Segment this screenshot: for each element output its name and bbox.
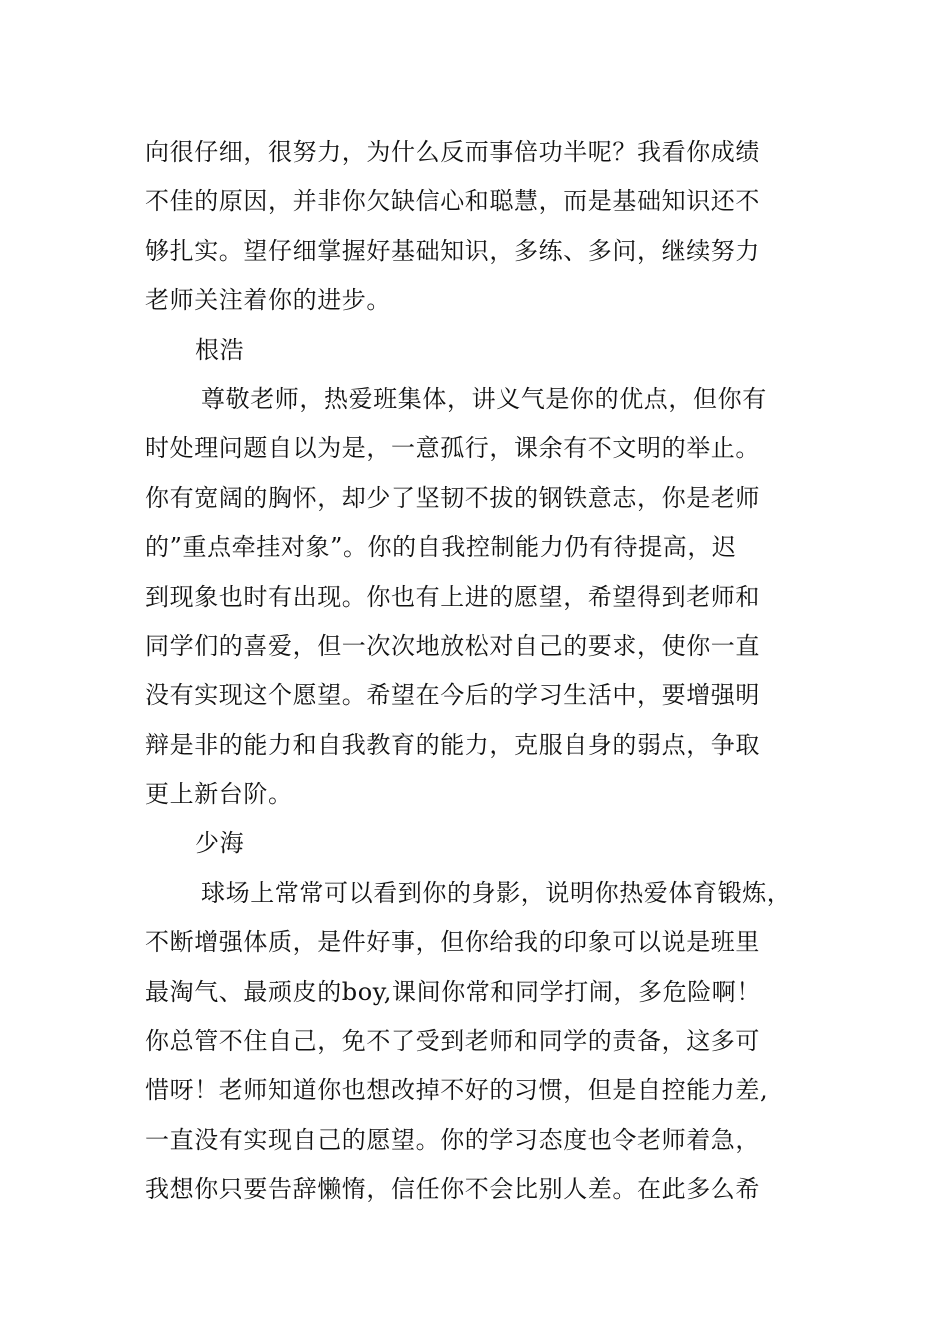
text-line: 辩是非的能力和自我教育的能力，克服自身的弱点，争取 bbox=[145, 730, 760, 759]
text-line: 最淘气、最顽皮的boy,课间你常和同学打闹，多危险啊！ bbox=[145, 977, 762, 1006]
text-line: 你有宽阔的胸怀，却少了坚韧不拔的钢铁意志，你是老师 bbox=[145, 483, 760, 512]
text-line: 向很仔细，很努力，为什么反而事倍功半呢？我看你成绩 bbox=[145, 138, 760, 166]
document-page bbox=[145, 128, 835, 1215]
text-line: 惜呀！老师知道你也想改掉不好的习惯，但是自控能力差, bbox=[145, 1076, 769, 1105]
text-line: 尊敬老师，热爱班集体，讲义气是你的优点，但你有 bbox=[201, 384, 767, 413]
text-line: 同学们的喜爱，但一次次地放松对自己的要求，使你一直 bbox=[145, 631, 760, 660]
text-line: 到现象也时有出现。你也有上进的愿望，希望得到老师和 bbox=[145, 582, 760, 611]
text-line: 不断增强体质，是件好事，但你给我的印象可以说是班里 bbox=[145, 928, 760, 957]
text-line: 球场上常常可以看到你的身影，说明你热爱体育锻炼， bbox=[201, 878, 792, 907]
text-line: 不佳的原因，并非你欠缺信心和聪慧，而是基础知识还不 bbox=[145, 187, 760, 216]
comment-paragraph bbox=[145, 869, 835, 1215]
text-line: 的”重点牵挂对象”。你的自我控制能力仍有待提高，迟 bbox=[145, 533, 737, 562]
comment-paragraph-continued bbox=[145, 128, 835, 326]
text-line: 没有实现这个愿望。希望在今后的学习生活中，要增强明 bbox=[145, 681, 760, 710]
text-line: 够扎实。望仔细掌握好基础知识，多练、多问，继续努力 bbox=[145, 236, 760, 265]
text-line: 你总管不住自己，免不了受到老师和同学的责备，这多可 bbox=[145, 1027, 760, 1056]
student-name-heading: 根浩 bbox=[195, 335, 245, 364]
text-line: 更上新台阶。 bbox=[145, 780, 293, 809]
text-line: 时处理问题自以为是，一意孤行，课余有不文明的举止。 bbox=[145, 434, 760, 463]
text-line: 老师关注着你的进步。 bbox=[145, 286, 391, 315]
comment-paragraph bbox=[145, 375, 835, 820]
student-name-heading: 少海 bbox=[195, 829, 245, 858]
text-line: 一直没有实现自己的愿望。你的学习态度也令老师着急， bbox=[145, 1125, 760, 1154]
text-line: 我想你只要告辞懒惰，信任你不会比别人差。在此多么希 bbox=[145, 1175, 760, 1204]
